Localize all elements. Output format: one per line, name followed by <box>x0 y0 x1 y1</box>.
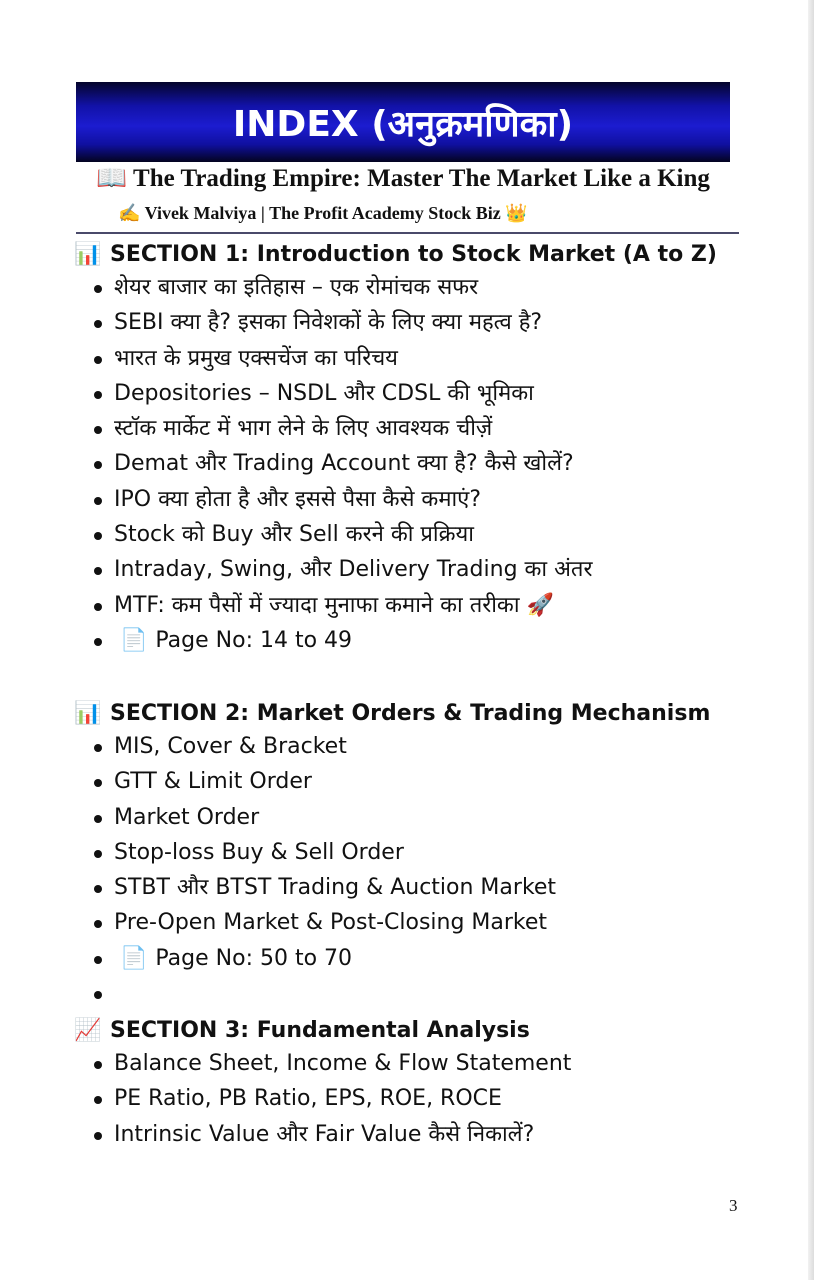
page-icon: 📄 <box>120 627 148 653</box>
section-1-list <box>74 270 794 658</box>
page-range-item <box>74 941 794 976</box>
writing-hand-icon: ✍️ <box>118 203 141 223</box>
author-text: Vivek Malviya | The Profit Academy Stock Biz <box>144 203 501 223</box>
section-1-title: SECTION 1: Introduction to Stock Market (A to Z) <box>110 242 717 267</box>
page-icon: 📄 <box>120 945 148 971</box>
list-item: शेयर बाजार का इतिहास – एक रोमांचक सफर <box>74 270 794 305</box>
page-range-item <box>74 623 794 658</box>
section-3-title: SECTION 3: Fundamental Analysis <box>110 1018 530 1043</box>
open-book-icon: 📖 <box>96 165 128 192</box>
list-item: Stop-loss Buy & Sell Order <box>74 835 794 870</box>
section-3-list <box>74 1046 794 1152</box>
list-item: Demat और Trading Account क्या है? कैसे खोलें? <box>74 446 794 481</box>
empty-list-item <box>74 976 794 1011</box>
section-2 <box>74 699 794 1011</box>
section-1-heading <box>74 240 794 270</box>
list-item: भारत के प्रमुख एक्सचेंज का परिचय <box>74 341 794 376</box>
trend-chart-icon: 📈 <box>74 1018 102 1043</box>
page-range: Page No: 14 to 49 <box>155 627 353 653</box>
section-2-list <box>74 729 794 1011</box>
author-line <box>118 203 528 224</box>
list-item: Intraday, Swing, और Delivery Trading का अंतर <box>74 552 794 587</box>
list-item: STBT और BTST Trading & Auction Market <box>74 870 794 905</box>
list-item: IPO क्या होता है और इससे पैसा कैसे कमाएं? <box>74 482 794 517</box>
bar-chart-icon: 📊 <box>74 242 102 267</box>
header-divider <box>76 232 739 234</box>
list-item: Intrinsic Value और Fair Value कैसे निकालें? <box>74 1117 794 1152</box>
bar-chart-icon: 📊 <box>74 701 102 726</box>
list-item: Pre-Open Market & Post-Closing Market <box>74 905 794 940</box>
section-3-heading <box>74 1016 794 1046</box>
list-item: MTF: कम पैसों में ज्यादा मुनाफा कमाने का तरीका 🚀 <box>74 588 794 623</box>
section-3 <box>74 1016 794 1152</box>
list-item: Stock को Buy और Sell करने की प्रक्रिया <box>74 517 794 552</box>
book-subtitle-text: The Trading Empire: Master The Market Like a King <box>133 165 710 192</box>
page-range: Page No: 50 to 70 <box>155 945 353 971</box>
section-1 <box>74 240 794 658</box>
book-subtitle <box>76 164 730 193</box>
list-item: PE Ratio, PB Ratio, EPS, ROE, ROCE <box>74 1081 794 1116</box>
list-item: MIS, Cover & Bracket <box>74 729 794 764</box>
index-banner <box>76 82 730 162</box>
page-edge-shadow <box>808 0 814 1280</box>
list-item: Balance Sheet, Income & Flow Statement <box>74 1046 794 1081</box>
section-2-heading <box>74 699 794 729</box>
index-title: INDEX (अनुक्रमणिका) <box>232 103 574 145</box>
list-item: Depositories – NSDL और CDSL की भूमिका <box>74 376 794 411</box>
crown-icon: 👑 <box>505 203 528 223</box>
section-2-title: SECTION 2: Market Orders & Trading Mechanism <box>110 701 711 726</box>
page-number: 3 <box>729 1196 738 1215</box>
list-item: Market Order <box>74 800 794 835</box>
list-item: GTT & Limit Order <box>74 764 794 799</box>
list-item: SEBI क्या है? इसका निवेशकों के लिए क्या महत्व है? <box>74 305 794 340</box>
list-item: स्टॉक मार्केट में भाग लेने के लिए आवश्यक चीज़ें <box>74 411 794 446</box>
